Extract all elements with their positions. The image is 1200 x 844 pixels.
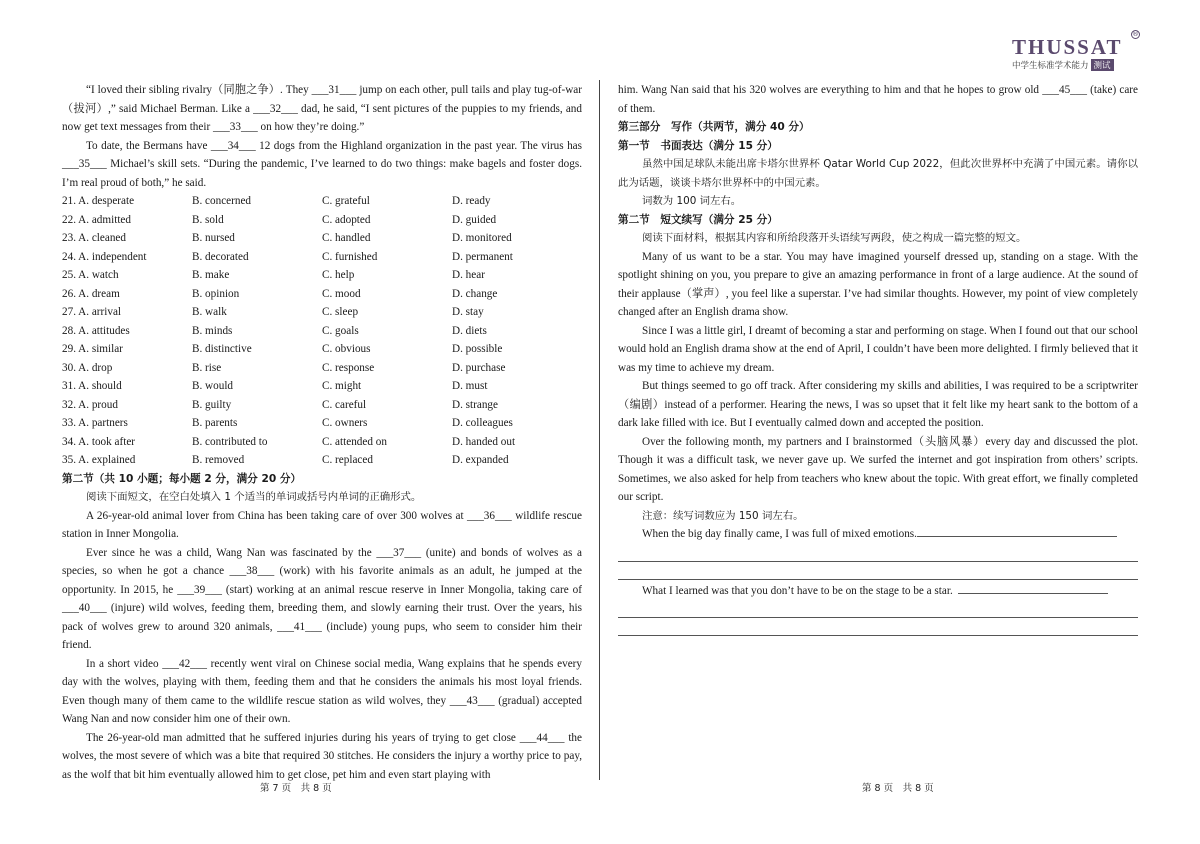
option-a: 26. A. dream <box>62 287 120 300</box>
option-row <box>62 303 582 322</box>
option-d: D. hear <box>452 269 485 281</box>
cloze-paragraph-42: In a short video ___42___ recently went viral on Chinese social media, Wang explains that he spends every day with the wolves, playing with them, feeding them and that he considers the animals his most loyal friends. Even though many of them came to the wildlife rescue station as wild wolves, they ___43___ (gradual) accepted Wang Nan and now consider him one of their own. <box>62 657 582 725</box>
brand-logo <box>1012 30 1139 71</box>
story-paragraph-3: But things seemed to go off track. After considering my skills and abilities, I was required to be a scriptwriter（编剧）instead of a performer. Hearing the news, I was so upset that it felt like my heart sank to the bottom of a dark lake filled with ice. But I eventually calmed down and accepted the position. <box>618 380 1138 429</box>
answer-line[interactable] <box>618 600 1138 618</box>
answer-line[interactable] <box>618 618 1138 636</box>
answer-line[interactable] <box>618 544 1138 562</box>
option-b: B. removed <box>192 454 245 466</box>
option-b: B. distinctive <box>192 343 252 355</box>
continuation-start-1-text: When the big day finally came, I was full of mixed emotions. <box>642 528 917 540</box>
logo-brand: THUSSAT <box>1012 35 1123 59</box>
option-a: 28. A. attitudes <box>62 324 130 337</box>
option-c: C. obvious <box>322 343 371 355</box>
story-paragraph-1: Many of us want to be a star. You may have imagined yourself dressed up, standing on a stage. With the spotlight shining on you, you prepare to give an amazing performance in front of a large audience. At the sound of their applause（掌声）, you feel like a superstar. I’ve had similar thoughts. However, my point of view completely changed after an English drama show. <box>618 250 1138 318</box>
option-row <box>62 359 582 378</box>
story-paragraph-4: Over the following month, my partners and I brainstormed（头脑风暴）every day and discussed the plot. Though it was a difficult task, we never gave up. We surfed the internet and got inspiration from others’ scripts. Sometimes, we also asked for help from teachers who knew about the topic. With great effort, we finally completed our script. <box>618 435 1138 503</box>
section-1-word-count: 词数为 100 词左右。 <box>642 195 742 207</box>
continuation-start-1 <box>618 525 1138 544</box>
option-d: D. handed out <box>452 435 516 448</box>
option-row <box>62 414 582 433</box>
continuation-start-2 <box>618 582 1138 601</box>
option-c: C. grateful <box>322 195 370 207</box>
option-c: C. sleep <box>322 306 359 318</box>
option-d: D. permanent <box>452 250 513 263</box>
section-2-heading: 第二节（共 10 小题；每小题 2 分，满分 20 分） <box>62 472 302 485</box>
option-d: D. change <box>452 287 498 300</box>
option-row <box>62 322 582 341</box>
option-d: D. guided <box>452 213 497 226</box>
option-row <box>62 211 582 230</box>
option-c: C. handled <box>322 232 371 244</box>
option-c: C. mood <box>322 287 361 300</box>
option-c: C. goals <box>322 324 359 337</box>
page-number-right: 第 8 页 共 8 页 <box>862 783 934 794</box>
option-row <box>62 266 582 285</box>
option-b: B. walk <box>192 306 227 318</box>
continuation-start-2-text: What I learned was that you don’t have to be on the stage to be a star. <box>642 584 953 597</box>
column-divider <box>599 80 600 780</box>
option-b: B. would <box>192 380 234 392</box>
option-b: B. parents <box>192 417 238 429</box>
answer-line[interactable] <box>618 562 1138 580</box>
cloze-paragraph-37: Ever since he was a child, Wang Nan was fascinated by the ___37___ (unite) and bonds of wolves as a species, so when he got a chance ___38___ (work) with his favorite animals as an adult, he jumped at the opportunity. In 2015, he ___39___ (start) working at an animal rescue reserve in Inner Mongolia, taking care of ___40___ (injure) wild wolves, feeding them, breeding them, and slowly earning their trust. Over the years, his pack of wolves grew to around 320 animals, ___41___ (include) young pups, who seem to consider him their friend. <box>62 546 582 651</box>
option-d: D. expanded <box>452 454 509 466</box>
passage-paragraph-1: “I loved their sibling rivalry（同胞之争）. They ___31___ jump on each other, pull tails and play tug-of-war（拔河）,” said Michael Berman. Like a ___32___ dad, he said, “I sent pictures of the puppies to my friends, and now get text messages from their ___33___ on how they’re doing.” <box>62 84 582 133</box>
option-a: 24. A. independent <box>62 250 147 263</box>
option-row <box>62 396 582 415</box>
option-c: C. might <box>322 380 362 392</box>
option-d: D. diets <box>452 324 487 337</box>
option-b: B. rise <box>192 361 222 374</box>
section-2-writing-heading: 第二节 短文续写（满分 25 分） <box>618 213 778 226</box>
option-row <box>62 340 582 359</box>
option-a: 32. A. proud <box>62 398 118 411</box>
logo-subtitle-text: 中学生标准学术能力 <box>1012 61 1089 71</box>
cloze-paragraph-45: him. Wang Nan said that his 320 wolves are everything to him and that he hopes to grow old ___45___ (take) care of them. <box>618 84 1138 115</box>
option-c: C. help <box>322 269 355 281</box>
option-a: 35. A. explained <box>62 454 136 466</box>
option-c: C. owners <box>322 417 368 429</box>
option-row <box>62 248 582 267</box>
option-d: D. strange <box>452 398 498 411</box>
option-a: 23. A. cleaned <box>62 232 126 244</box>
option-a: 21. A. desperate <box>62 195 135 207</box>
option-a: 25. A. watch <box>62 269 119 281</box>
cloze-paragraph-44: The 26-year-old man admitted that he suffered injuries during his years of trying to get close ___44___ the wolves, the most severe of which was a bite that required 30 stitches. He considers the injury a worthy price to pay, as the wolf that bit him eventually allowed him to get close, pet him and even start playing with <box>62 731 582 781</box>
option-b: B. guilty <box>192 398 232 411</box>
option-b: B. sold <box>192 213 224 226</box>
answer-line[interactable] <box>958 593 1108 594</box>
option-c: C. response <box>322 361 375 374</box>
option-d: D. stay <box>452 306 484 318</box>
option-a: 27. A. arrival <box>62 306 122 318</box>
option-c: C. attended on <box>322 435 387 448</box>
option-c: C. replaced <box>322 454 373 466</box>
part-3-heading: 第三部分 写作（共两节，满分 40 分） <box>618 121 810 133</box>
option-row <box>62 285 582 304</box>
option-c: C. adopted <box>322 213 371 226</box>
page-number-left: 第 7 页 共 8 页 <box>260 783 332 794</box>
option-b: B. concerned <box>192 195 252 207</box>
option-a: 34. A. took after <box>62 435 136 448</box>
cloze-paragraph-36: A 26-year-old animal lover from China has been taking care of over 300 wolves at ___36___ wildlife rescue station in Inner Mongolia. <box>62 509 582 540</box>
option-row <box>62 192 582 211</box>
section-2-writing-instruction: 阅读下面材料，根据其内容和所给段落开头语续写两段，使之构成一篇完整的短文。 <box>642 232 1027 244</box>
option-d: D. must <box>452 380 488 392</box>
option-d: D. possible <box>452 343 503 355</box>
writing-note: 注意：续写词数应为 150 词左右。 <box>642 509 804 522</box>
right-column <box>618 81 1138 636</box>
answer-line[interactable] <box>917 536 1117 537</box>
option-row <box>62 433 582 452</box>
option-b: B. minds <box>192 324 233 337</box>
option-d: D. monitored <box>452 232 512 244</box>
section-1-prompt: 虽然中国足球队未能出席卡塔尔世界杯 Qatar World Cup 2022，但此次世界杯中充满了中国元素。请你以此为话题，谈谈卡塔尔世界杯中的中国元素。 <box>618 158 1138 189</box>
option-row <box>62 229 582 248</box>
story-paragraph-2: Since I was a little girl, I dreamt of becoming a star and performing on stage. When I found out that our school would hold an English drama show at the end of April, I couldn’t have been more delighted. I firmly believed that it was my time to achieve my dream. <box>618 324 1138 374</box>
option-c: C. careful <box>322 398 367 411</box>
section-2-instruction: 阅读下面短文，在空白处填入 1 个适当的单词或括号内单词的正确形式。 <box>86 491 422 503</box>
option-row <box>62 451 582 470</box>
logo-subtitle <box>1012 59 1134 71</box>
option-a: 29. A. similar <box>62 343 123 355</box>
option-b: B. decorated <box>192 250 249 263</box>
option-a: 30. A. drop <box>62 361 113 374</box>
logo-tag: 测试 <box>1091 59 1114 71</box>
option-d: D. purchase <box>452 361 506 374</box>
option-a: 22. A. admitted <box>62 213 131 226</box>
option-b: B. opinion <box>192 287 240 300</box>
option-b: B. contributed to <box>192 435 268 448</box>
option-b: B. nursed <box>192 232 235 244</box>
option-a: 31. A. should <box>62 380 122 392</box>
passage-paragraph-2: To date, the Bermans have ___34___ 12 dogs from the Highland organization in the past year. The virus has ___35___ Michael’s skill sets. “During the pandemic, I’ve learned to do two things: make bagels and foster dogs. I’m real proud of both,” he said. <box>62 139 582 189</box>
section-1-heading: 第一节 书面表达（满分 15 分） <box>618 139 778 152</box>
option-d: D. ready <box>452 195 491 207</box>
option-b: B. make <box>192 269 230 281</box>
option-row <box>62 377 582 396</box>
options-list <box>62 192 582 470</box>
option-d: D. colleagues <box>452 417 513 429</box>
left-column <box>62 81 582 784</box>
option-a: 33. A. partners <box>62 417 128 429</box>
registered-mark: ® <box>1132 30 1139 38</box>
option-c: C. furnished <box>322 250 378 263</box>
